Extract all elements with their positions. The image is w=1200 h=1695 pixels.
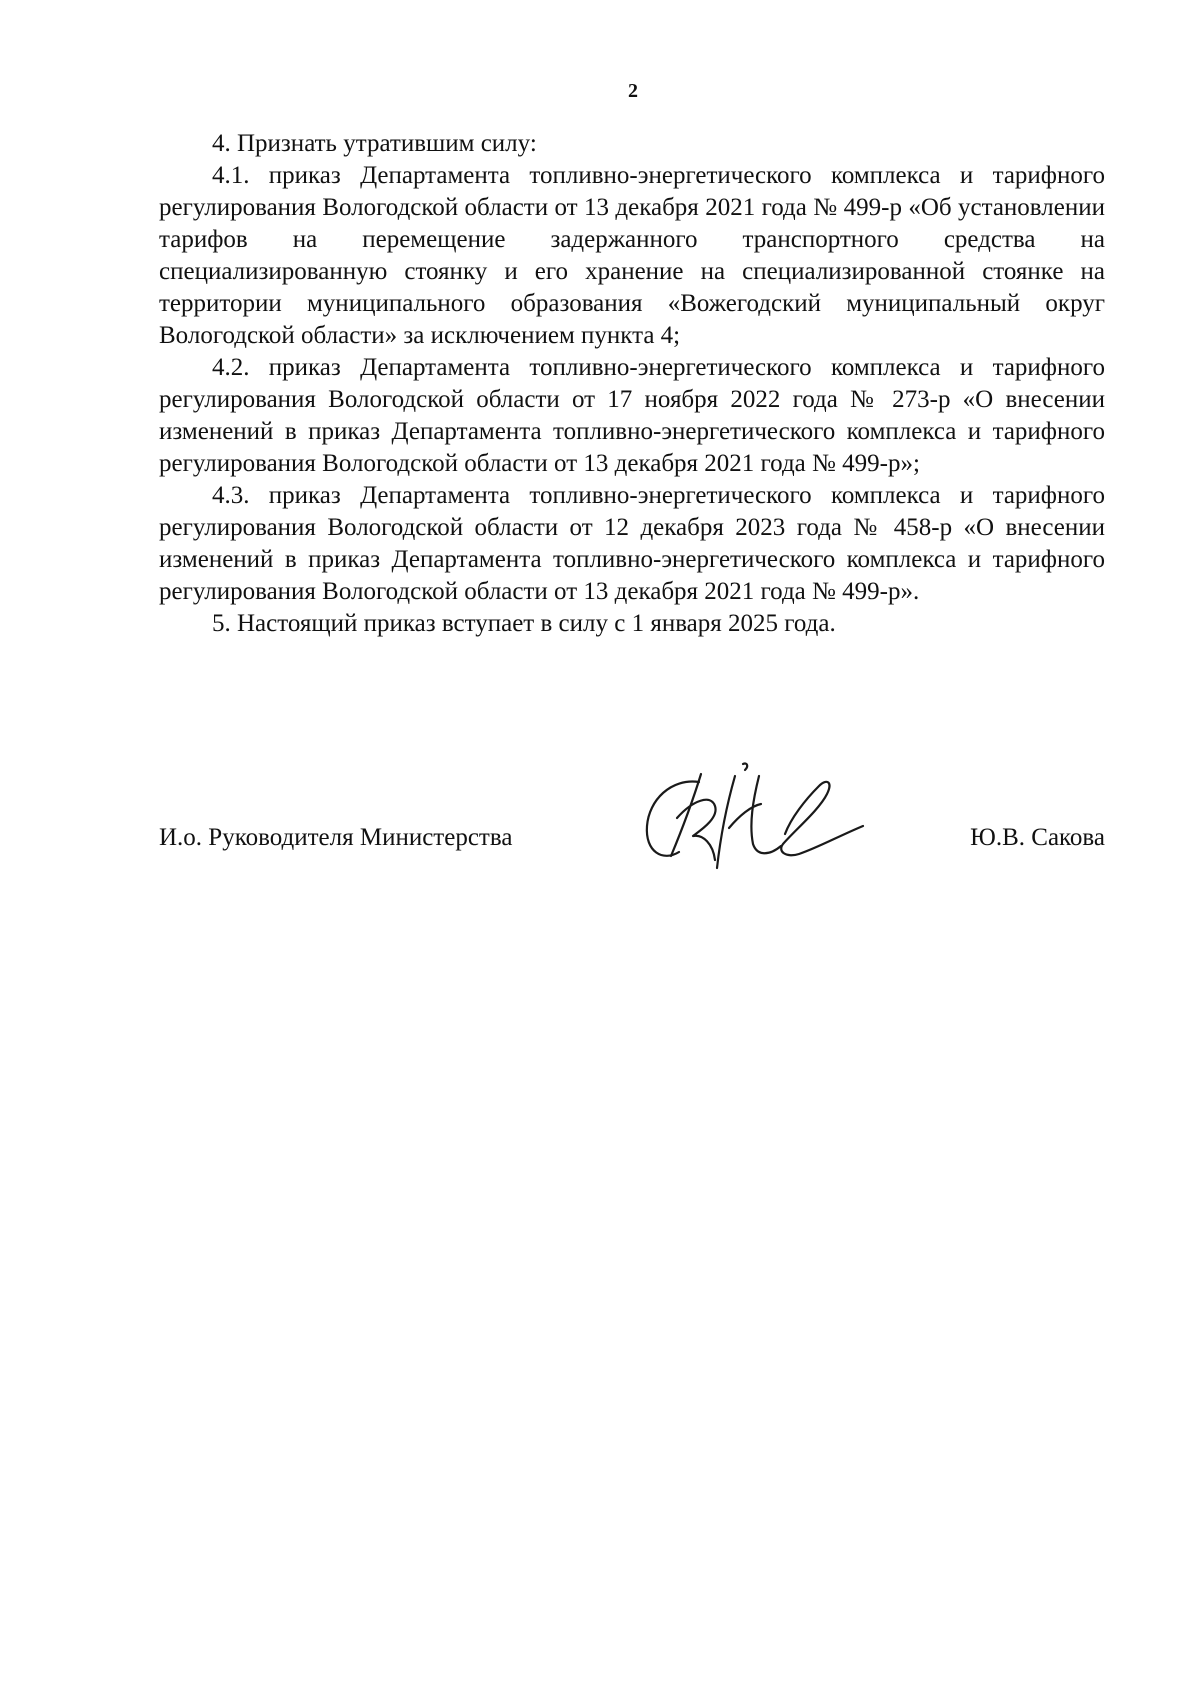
document-body (159, 128, 1105, 640)
paragraph-item-4-1: 4.1. приказ Департамента топливно-энергетического комплекса и тарифного регулирования Вологодской области от 13 декабря 2021 года № 499-р «Об установлении тарифов на перемещение задержанного транспортного средства на специализированную стоянку и его хранение на специализированной стоянке на территории муниципального образования «Вожегодский муниципальный округ Вологодской области» за исключением пункта 4; (159, 162, 1105, 349)
paragraph-item-4-2: 4.2. приказ Департамента топливно-энергетического комплекса и тарифного регулирования Вологодской области от 17 ноября 2022 года № 273-р «О внесении изменений в приказ Департамента топливно-энергетического комплекса и тарифного регулирования Вологодской области от 13 декабря 2021 года № 499-р»; (159, 354, 1105, 477)
signer-position: И.о. Руководителя Министерства (159, 824, 513, 851)
page-number: 2 (628, 80, 638, 102)
signature-block (159, 760, 1105, 910)
handwritten-signature (641, 760, 891, 880)
signer-name: Ю.В. Сакова (970, 824, 1105, 851)
paragraph-item-5: 5. Настоящий приказ вступает в силу с 1 января 2025 года. (212, 610, 836, 637)
paragraph-item-4: 4. Признать утратившим силу: (212, 130, 537, 157)
paragraph-item-4-3: 4.3. приказ Департамента топливно-энергетического комплекса и тарифного регулирования Вологодской области от 12 декабря 2023 года № 458-р «О внесении изменений в приказ Департамента топливно-энергетического комплекса и тарифного регулирования Вологодской области от 13 декабря 2021 года № 499-р». (159, 482, 1105, 605)
